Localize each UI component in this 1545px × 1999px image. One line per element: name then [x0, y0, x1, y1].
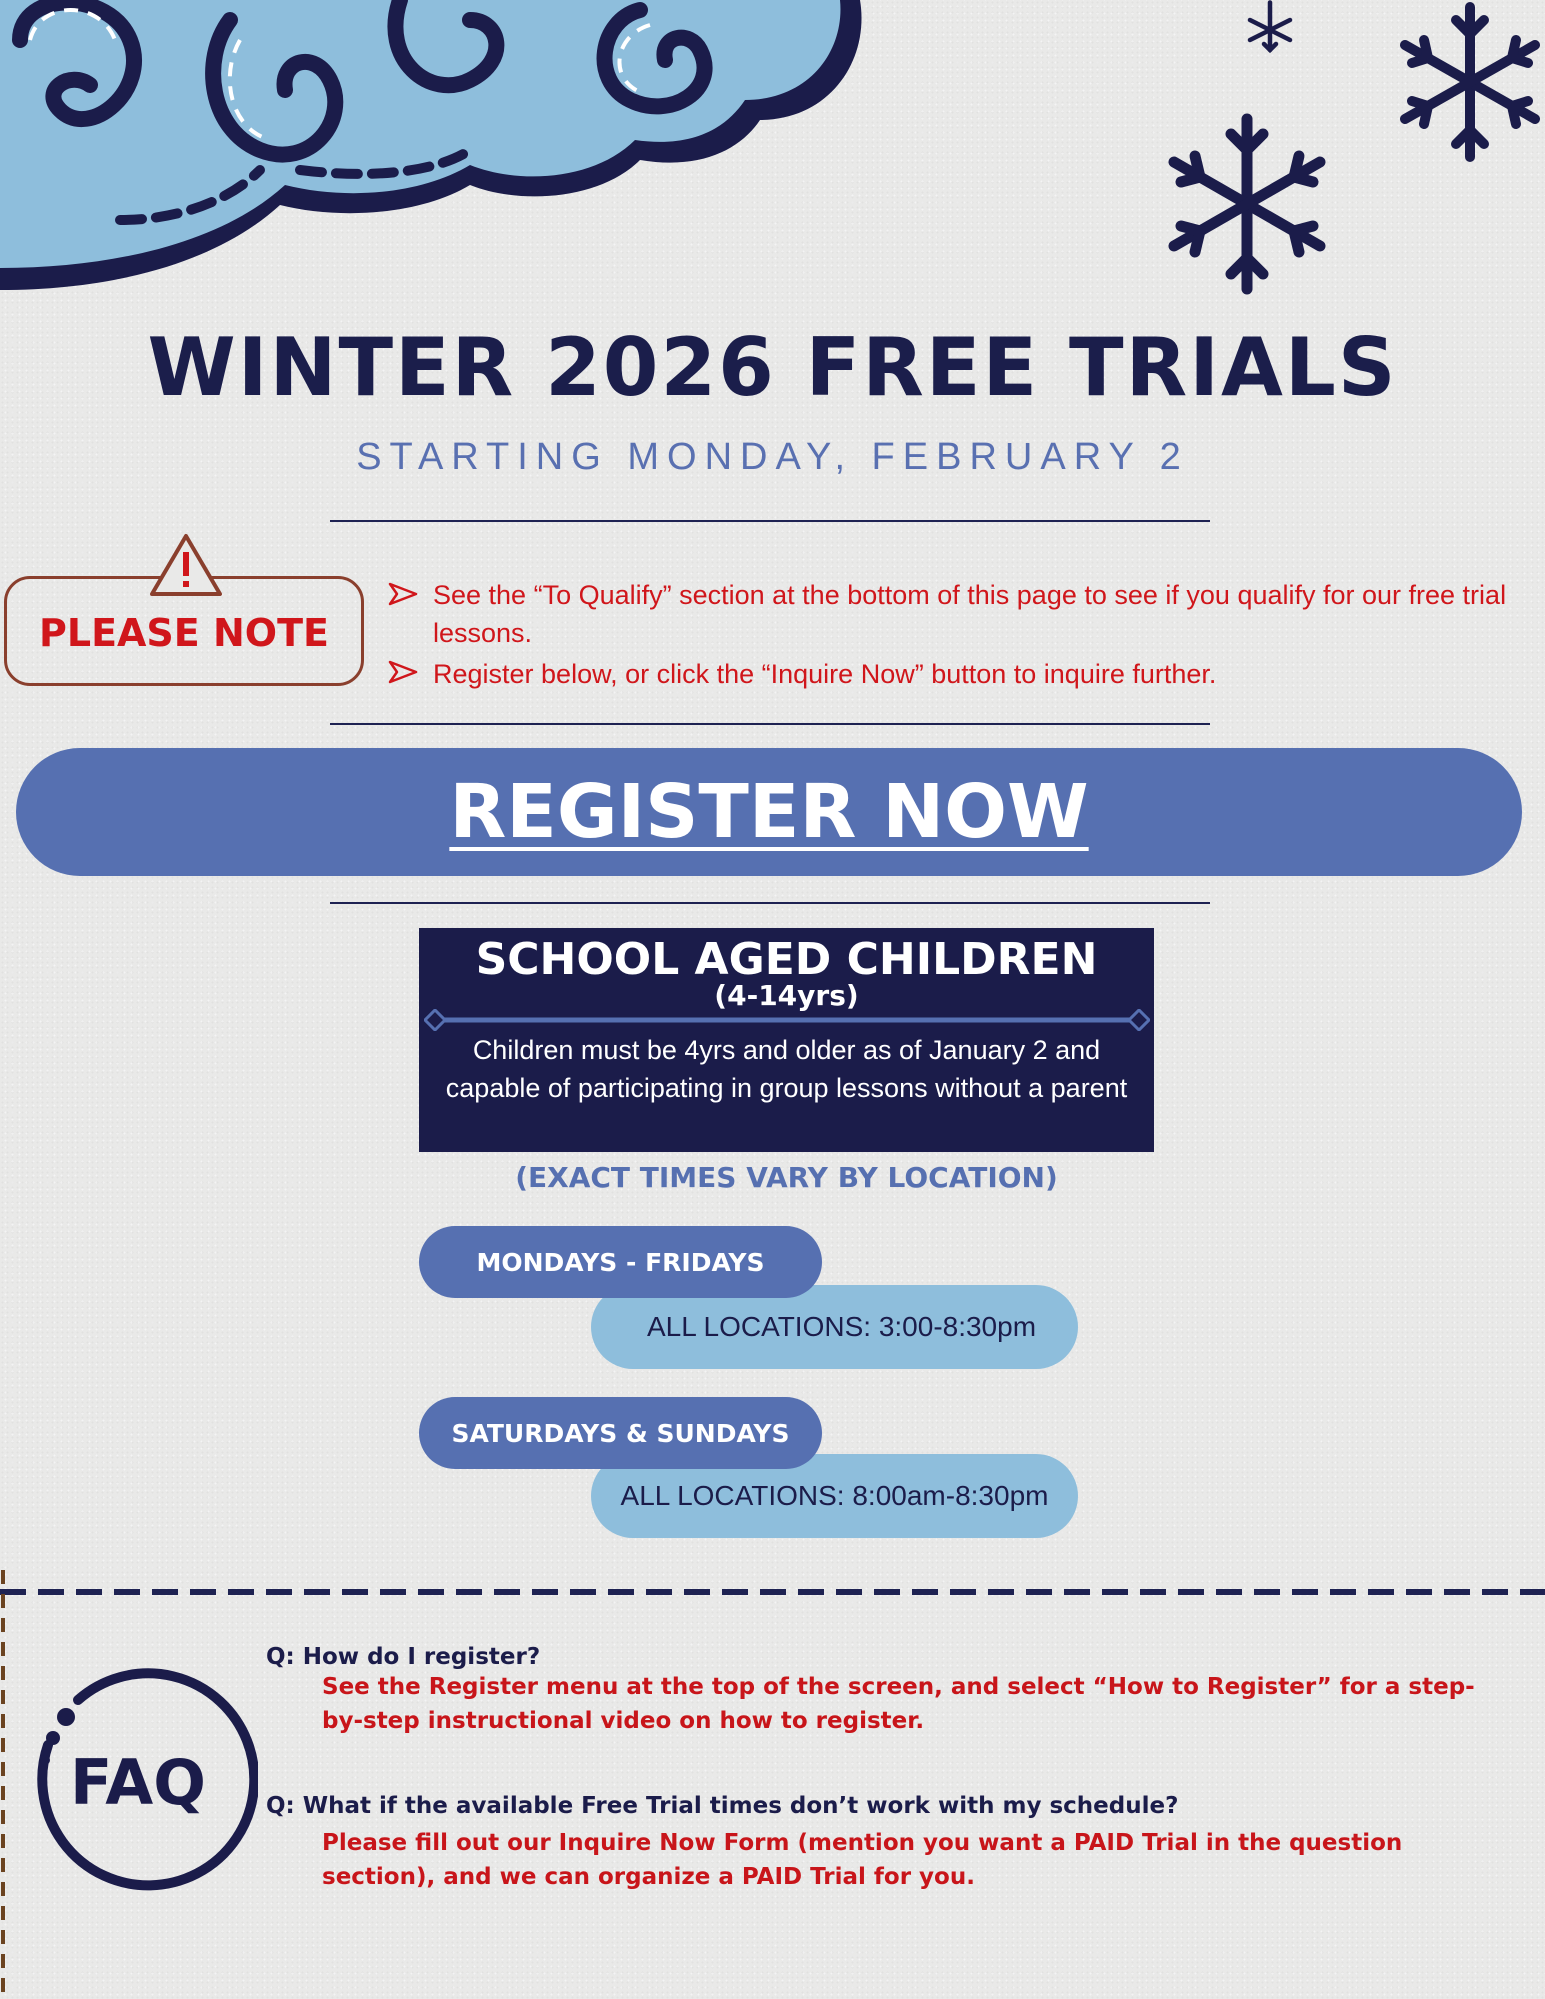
- register-now-label: REGISTER NOW: [449, 769, 1089, 855]
- arrow-bullet-icon: [387, 659, 419, 685]
- faq-answer: Please fill out our Inquire Now Form (mention you want a PAID Trial in the question section), and we can organize a PAID Trial for you.: [322, 1830, 1403, 1890]
- note-item: See the “To Qualify” section at the bottom of this page to see if you qualify for our free trial lessons.: [433, 580, 1507, 648]
- dashed-divider: [0, 1586, 1545, 1598]
- snowflake-icon: [1395, 0, 1545, 165]
- divider: [330, 520, 1210, 522]
- page-subtitle: STARTING MONDAY, FEBRUARY 2: [356, 436, 1189, 478]
- snowflake-icon: [1165, 112, 1330, 297]
- faq-question: Q: How do I register?: [266, 1644, 541, 1670]
- warning-icon: [148, 532, 224, 598]
- page-title: WINTER 2026 FREE TRIALS: [147, 321, 1398, 414]
- faq-answer: See the Register menu at the top of the screen, and select “How to Register” for a step-by-step instructional video on how to register.: [322, 1674, 1475, 1734]
- divider: [330, 902, 1210, 904]
- program-age-range: (4-14yrs): [714, 979, 859, 1012]
- program-description: Children must be 4yrs and older as of January 2 and capable of participating in group lessons without a parent: [445, 1035, 1128, 1103]
- faq-icon: [18, 1660, 258, 1900]
- please-note-label: PLEASE NOTE: [39, 611, 329, 655]
- cloud-swirl-decoration: [0, 0, 870, 300]
- card-divider: [424, 1009, 1150, 1031]
- times-note: (EXACT TIMES VARY BY LOCATION): [515, 1161, 1058, 1194]
- divider: [330, 723, 1210, 725]
- location-times: ALL LOCATIONS: 3:00-8:30pm: [646, 1311, 1037, 1342]
- dashed-border: [0, 1570, 8, 1999]
- location-times: ALL LOCATIONS: 8:00am-8:30pm: [620, 1480, 1049, 1511]
- days-label: SATURDAYS & SUNDAYS: [451, 1418, 790, 1448]
- faq-label: FAQ: [70, 1746, 206, 1819]
- days-pill: [419, 1226, 822, 1298]
- snowflake-icon: [1210, 0, 1330, 60]
- register-now-button[interactable]: [16, 748, 1522, 876]
- arrow-bullet-icon: [387, 581, 419, 607]
- faq-question: Q: What if the available Free Trial times don’t work with my schedule?: [266, 1793, 1179, 1819]
- days-label: MONDAYS - FRIDAYS: [476, 1247, 765, 1277]
- note-item: Register below, or click the “Inquire Now” button to inquire further.: [433, 659, 1217, 689]
- days-pill: [419, 1397, 822, 1469]
- program-title: SCHOOL AGED CHILDREN: [475, 934, 1098, 985]
